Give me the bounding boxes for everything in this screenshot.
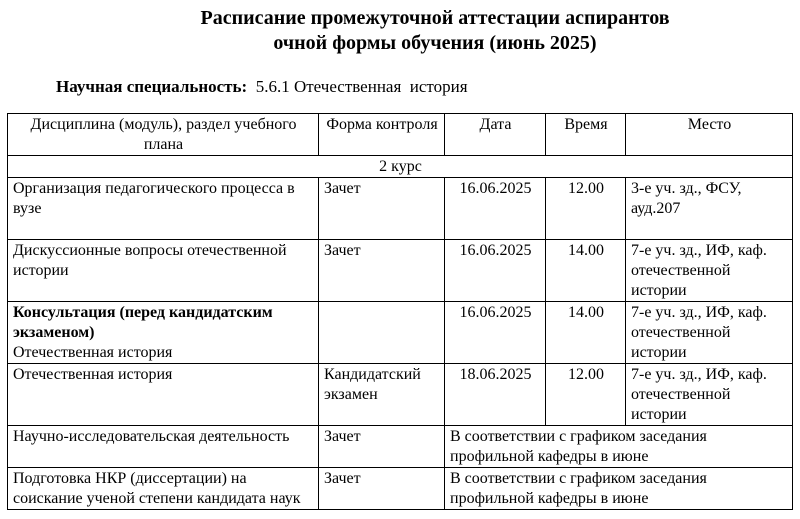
specialty-value: 5.6.1 Отечественная история (255, 77, 468, 96)
table-row (8, 426, 793, 468)
cell-discipline: Подготовка НКР (диссертации) на соискание ученой степени кандидата наук (8, 468, 319, 510)
cell-form: Зачет (319, 468, 445, 510)
table-row (8, 178, 793, 240)
cell-place: 7-е уч. зд., ИФ, каф. отечественной истории (626, 302, 793, 364)
header-form: Форма контроля (319, 114, 445, 156)
table-header-row (8, 114, 793, 156)
cell-place: 7-е уч. зд., ИФ, каф. отечественной истории (626, 364, 793, 426)
cell-time: 14.00 (546, 302, 626, 364)
cell-discipline: Дискуссионные вопросы отечественной истории (8, 240, 319, 302)
cell-date: 16.06.2025 (445, 302, 546, 364)
schedule-table (7, 113, 793, 510)
cell-place: 3-е уч. зд., ФСУ, ауд.207 (626, 178, 793, 240)
course-row (8, 156, 793, 178)
header-place: Место (626, 114, 793, 156)
cell-form: Зачет (319, 426, 445, 468)
title-line-2: очной формы обучения (июнь 2025) (273, 32, 597, 54)
consultation-label: Консультация (перед кандидатским экзаменом) (13, 304, 273, 341)
header-date: Дата (445, 114, 546, 156)
cell-date: 16.06.2025 (445, 240, 546, 302)
course-label: 2 курс (8, 156, 793, 178)
cell-merged-schedule: В соответствии с графиком заседания профильной кафедры в июне (445, 426, 793, 468)
cell-time: 12.00 (546, 178, 626, 240)
cell-place: 7-е уч. зд., ИФ, каф. отечественной истории (626, 240, 793, 302)
cell-discipline (8, 302, 319, 364)
cell-time: 12.00 (546, 364, 626, 426)
header-time: Время (546, 114, 626, 156)
header-discipline: Дисциплина (модуль), раздел учебного плана (8, 114, 319, 156)
table-row (8, 364, 793, 426)
consultation-subject: Отечественная история (13, 344, 173, 361)
cell-form: Зачет (319, 240, 445, 302)
table-row (8, 240, 793, 302)
cell-form (319, 302, 445, 364)
page-title (0, 6, 800, 56)
cell-form: Зачет (319, 178, 445, 240)
specialty-label: Научная специальность: (56, 77, 248, 96)
specialty-line (56, 76, 468, 98)
cell-form: Кандидатский экзамен (319, 364, 445, 426)
cell-time: 14.00 (546, 240, 626, 302)
cell-discipline: Научно-исследовательская деятельность (8, 426, 319, 468)
cell-date: 16.06.2025 (445, 178, 546, 240)
cell-date: 18.06.2025 (445, 364, 546, 426)
title-line-1: Расписание промежуточной аттестации аспирантов (200, 7, 670, 29)
cell-merged-schedule: В соответствии с графиком заседания профильной кафедры в июне (445, 468, 793, 510)
cell-discipline: Организация педагогического процесса в вузе (8, 178, 319, 240)
table-row (8, 468, 793, 510)
table-row (8, 302, 793, 364)
cell-discipline: Отечественная история (8, 364, 319, 426)
